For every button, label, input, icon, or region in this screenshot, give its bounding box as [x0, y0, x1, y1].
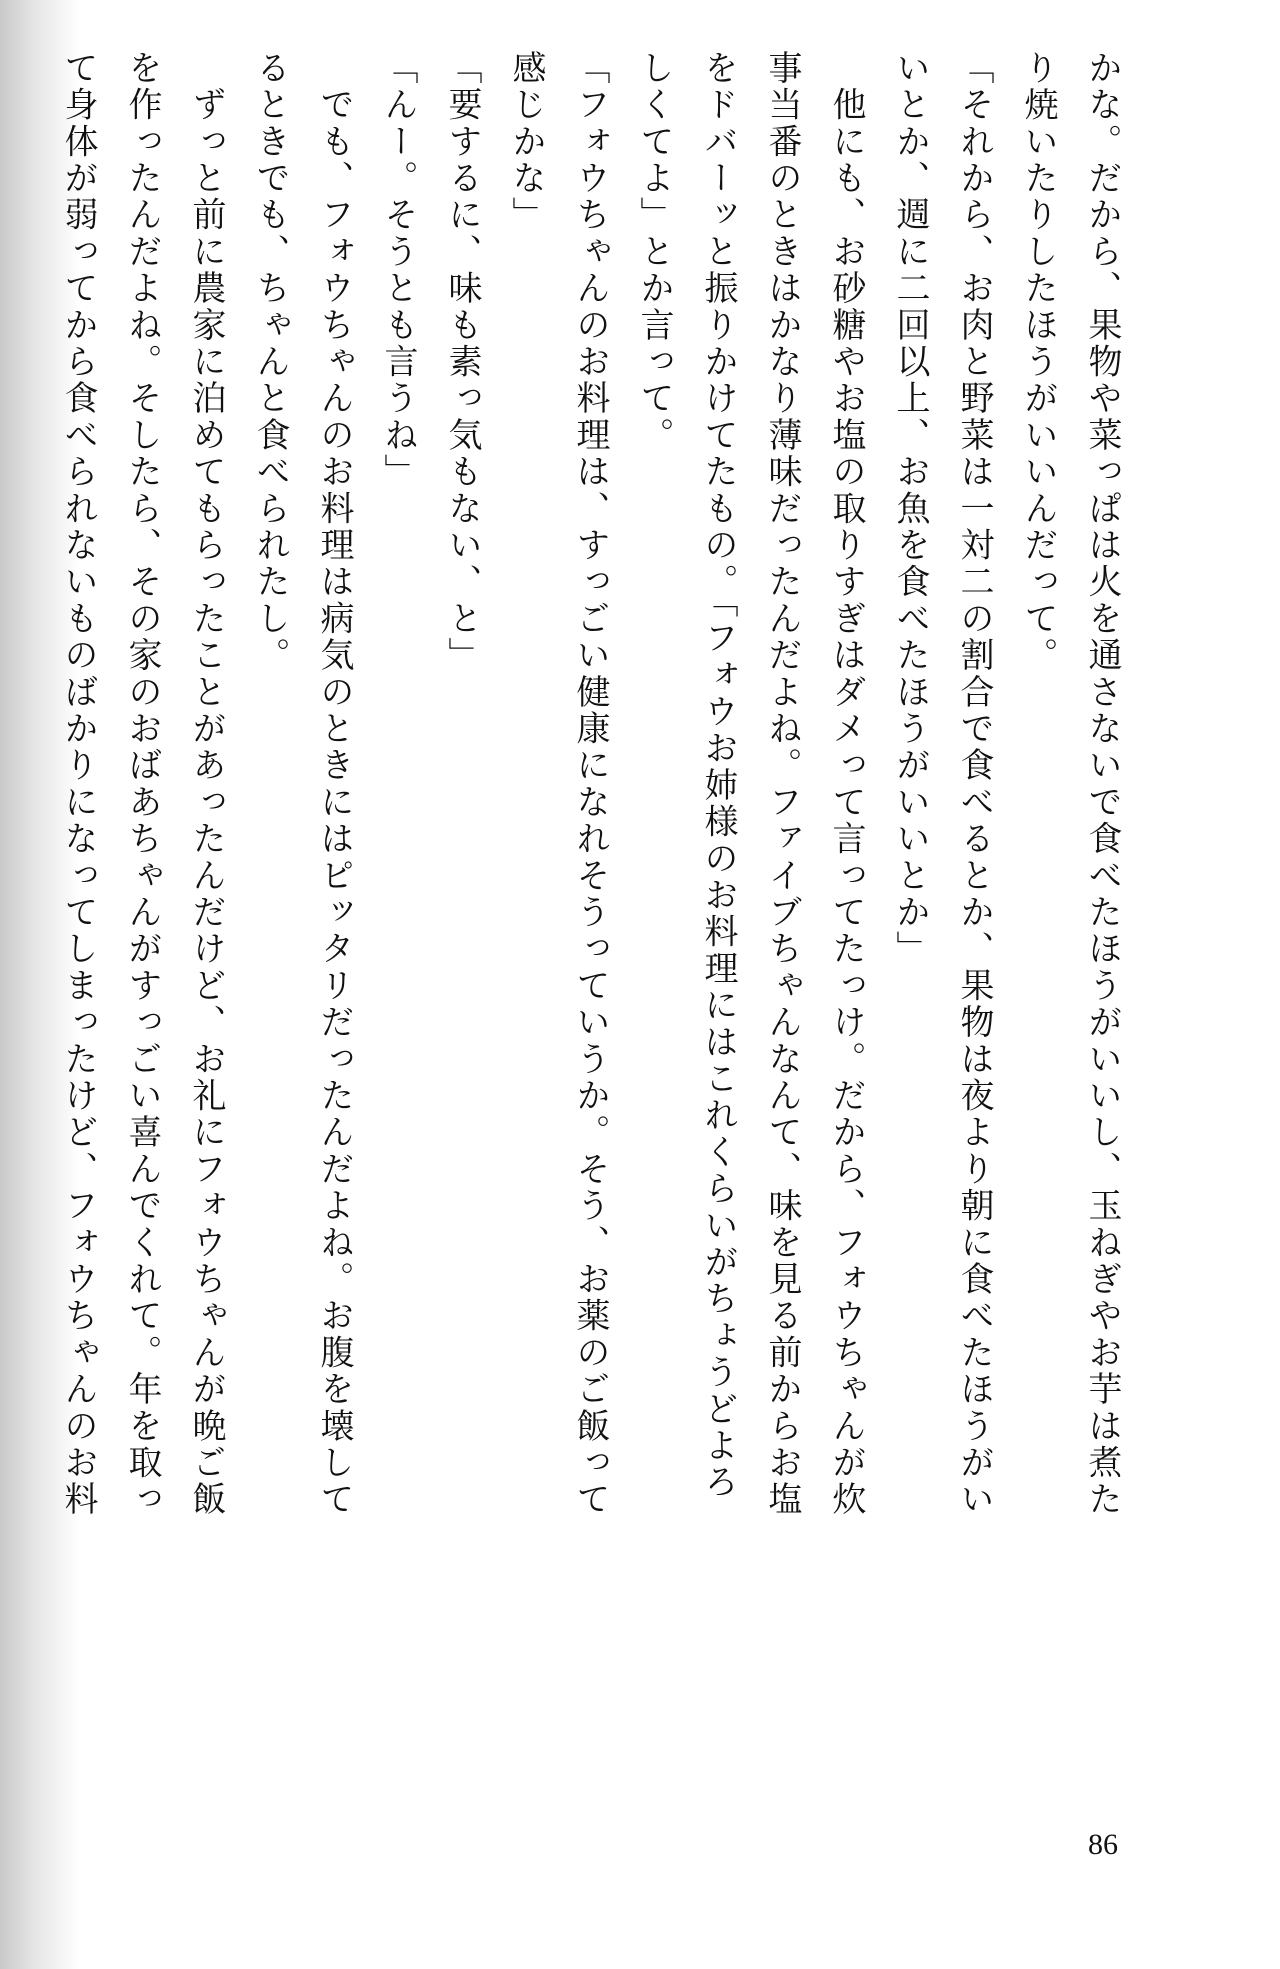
- text-line: て身体が弱ってから食べられないものばかりになってしまったけど、フォウちゃんのお料: [58, 50, 98, 1518]
- text-line: ずっと前に農家に泊めてもらったことがあったんだけど、お礼にフォウちゃんが晩ご飯: [186, 50, 226, 1518]
- text-line: しくてよ」とか言って。: [634, 50, 674, 454]
- text-line: 「要するに、味も素っ気もない、と」: [442, 50, 482, 674]
- text-line: 他にも、お砂糖やお塩の取りすぎはダメって言ってたっけ。だから、フォウちゃんが炊: [826, 50, 866, 1518]
- text-line: るときでも、ちゃんと食べられたし。: [250, 50, 290, 674]
- text-line: 「んー。そうとも言うね」: [378, 50, 418, 491]
- text-line: 感じかな」: [506, 50, 546, 234]
- vertical-text-body: [44, 50, 1134, 1580]
- text-line: かな。だから、果物や菜っぱは火を通さないで食べたほうがいいし、玉ねぎやお芋は煮た: [1082, 50, 1122, 1518]
- text-line: り焼いたりしたほうがいいんだって。: [1018, 50, 1058, 674]
- page-number: 86: [1088, 1828, 1118, 1861]
- text-line: を作ったんだよね。そしたら、その家のおばあちゃんがすっごい喜んでくれて。年を取っ: [122, 50, 162, 1518]
- text-line: 「フォウちゃんのお料理は、すっごい健康になれそうっていうか。そう、お薬のご飯って: [570, 50, 610, 1518]
- text-line: でも、フォウちゃんのお料理は病気のときにはピッタリだったんだよね。お腹を壊して: [314, 50, 354, 1518]
- text-line: 事当番のときはかなり薄味だったんだよね。ファイブちゃんなんて、味を見る前からお塩: [762, 50, 802, 1518]
- text-line: いとか、週に二回以上、お魚を食べたほうがいいとか」: [890, 50, 930, 968]
- text-line: をドバーッと振りかけてたもの。「フォウお姉様のお料理にはこれくらいがちょうどよろ: [698, 50, 738, 1501]
- text-line: 「それから、お肉と野菜は一対二の割合で食べるとか、果物は夜より朝に食べたほうがい: [954, 50, 994, 1518]
